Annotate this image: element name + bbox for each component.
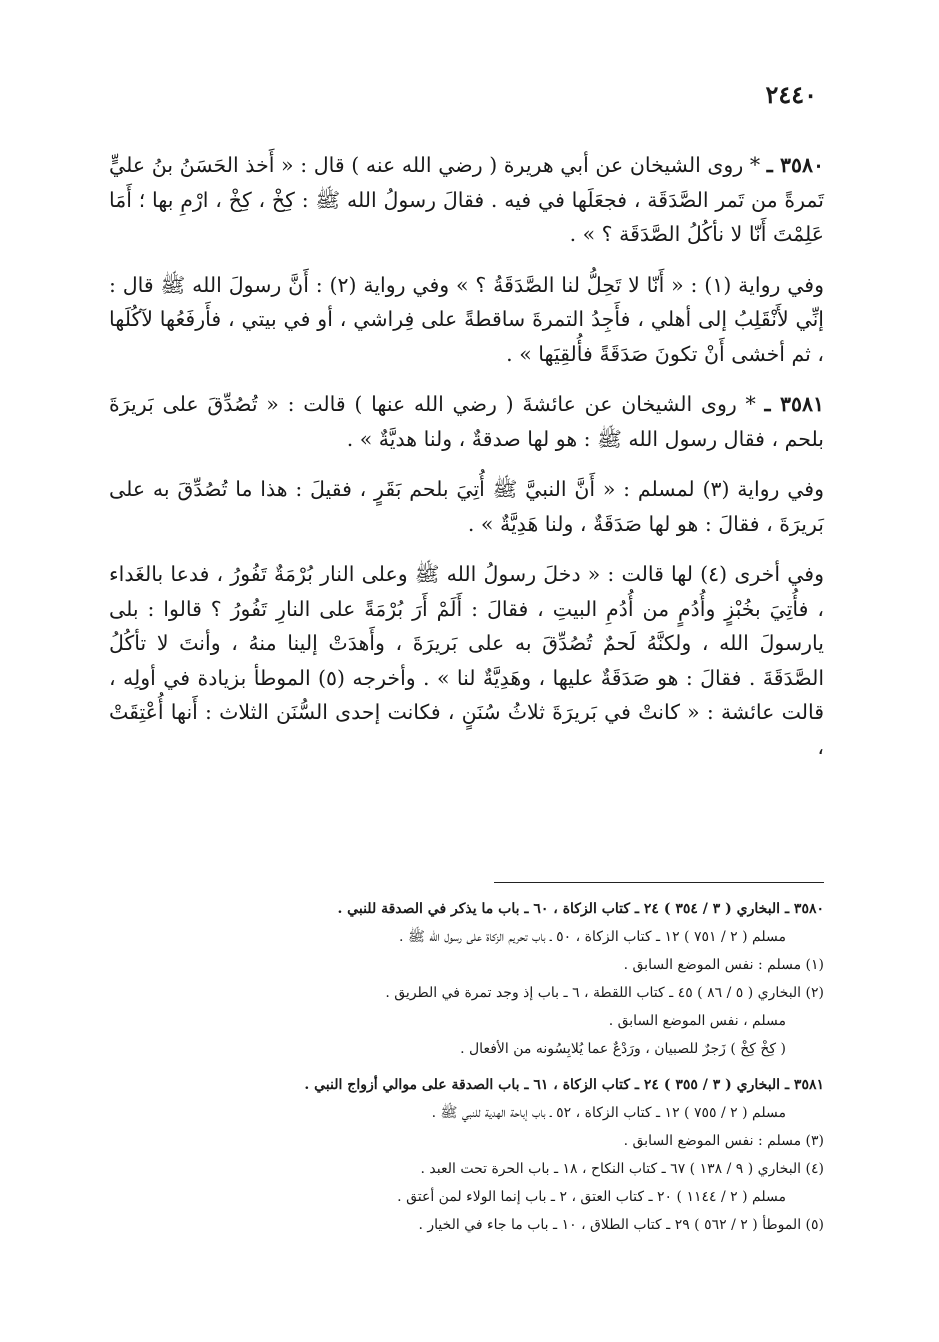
paragraph-hadith-3580 bbox=[109, 148, 824, 252]
footnote-line: (٢) البخاري ( ٥ / ٨٦ ) ٤٥ ـ كتاب اللقطة ، ٦ ـ باب إذ وجد تمرة في الطريق . bbox=[385, 985, 824, 1001]
page-number: ٢٤٤٠ bbox=[765, 80, 817, 109]
paragraph-other-narration bbox=[109, 557, 824, 764]
footnote-line: (١) مسلم : نفس الموضع السابق . bbox=[623, 957, 824, 973]
paragraph-hadith-3581 bbox=[109, 387, 824, 456]
footnote-line: مسلم ( ٢ / ٧٥١ ) ١٢ ـ كتاب الزكاة ، ٥٠ ـ باب تحريم الزكاة على رسول الله ﷺ . bbox=[399, 929, 786, 945]
footnote-line: مسلم ، نفس الموضع السابق . bbox=[608, 1013, 786, 1029]
footnote-line: ٣٥٨١ ـ البخاري ( ٣ / ٣٥٥ ) ٢٤ ـ كتاب الزكاة ، ٦١ ـ باب الصدقة على موالي أزواج النبي . bbox=[304, 1077, 824, 1093]
footnotes bbox=[109, 895, 824, 1239]
hadith-number: ٣٥٨٠ ـ bbox=[766, 153, 824, 177]
main-text bbox=[109, 148, 824, 774]
footnote-line: مسلم ( ٢ / ١١٤٤ ) ٢٠ ـ كتاب العتق ، ٢ ـ باب إنما الولاء لمن أعتق . bbox=[397, 1189, 786, 1205]
footnote-line: (٥) الموطأ ( ٢ / ٥٦٢ ) ٢٩ ـ كتاب الطلاق ، ١٠ ـ باب ما جاء في الخيار . bbox=[418, 1217, 824, 1233]
hadith-number: ٣٥٨١ ـ bbox=[764, 392, 824, 416]
paragraph-text: * روى الشيخان عن عائشةَ ( رضي الله عنها ) قالت : « تُصُدِّقَ على بَريرَةَ بلحم ، فقال رسول الله ﷺ : هو لها صدقةٌ ، ولنا هديَّةٌ » . bbox=[109, 392, 824, 451]
footnote-line: ( كِخْ كِخْ ) زَجرٌ للصبيان ، ورَدْعٌ عما يُلابِسُونه من الأفعال . bbox=[460, 1041, 786, 1057]
paragraph-text: * روى الشيخان عن أبي هريرة ( رضي الله عنه ) قال : « أَخذ الحَسَنُ بنُ عليٍّ تَمرةً من تَمر الصَّدَقَة ، فجعَلَها في فيه . فقالَ رسولُ الله ﷺ : كِخْ ، كِخْ ، ارْمِ بها ؛ أَمَا عَلِمْتَ أَنّا لا نأكُلُ الصَّدَقَة ؟ » . bbox=[109, 153, 824, 246]
paragraph-muslim-narration bbox=[109, 472, 824, 541]
paragraph-text: وفي رواية (١) : « أَنّا لا تَحِلُّ لنا الصَّدَقَةُ ؟ » وفي رواية (٢) : أَنَّ رسولَ الله ﷺ قال : إنِّي لأَنْقَلِبُ إلى أهلي ، فأَجِدُ التمرةَ ساقطةً على فِراشي ، أو في بيتي ، فأَرفَعُها لآكُلَها ، ثم أخشى أَنْ تكونَ صَدَقَةً فأُلقِيَها » . bbox=[109, 272, 825, 366]
footnote-line: (٤) البخاري ( ٩ / ١٣٨ ) ٦٧ ـ كتاب النكاح ، ١٨ ـ باب الحرة تحت العبد . bbox=[420, 1161, 824, 1177]
footnote-divider bbox=[494, 882, 824, 883]
paragraph-variant-narration bbox=[109, 268, 824, 372]
paragraph-text: وفي رواية (٣) لمسلم : « أَنَّ النبيَّ ﷺ أُتِيَ بلحم بَقَرٍ ، فقيلَ : هذا ما تُصُدِّقَ به على بَريرَةَ ، فقالَ : هو لها صَدَقَةٌ ، ولنا هَدِيَّةٌ » . bbox=[109, 477, 824, 536]
footnote-line: ٣٥٨٠ ـ البخاري ( ٣ / ٣٥٤ ) ٢٤ ـ كتاب الزكاة ، ٦٠ ـ باب ما يذكر في الصدقة للنبي . bbox=[337, 901, 824, 917]
footnote-line: مسلم ( ٢ / ٧٥٥ ) ١٢ ـ كتاب الزكاة ، ٥٢ ـ باب إباحة الهدية للنبي ﷺ . bbox=[431, 1105, 786, 1121]
paragraph-text: وفي أخرى (٤) لها قالت : « دخلَ رسولُ الله ﷺ وعلى النار بُرْمَةٌ تَفُورُ ، فدعا بالغَداء ، فأُتِيَ بخُبْزٍ وأُدُمٍ من أُدُمِ البيتِ ، فقالَ : أَلَمْ أَرَ بُرْمَةً على النارِ تَفُورُ ؟ قالوا : بلى يارسولَ الله ، ولكنَّهُ لَحمٌ تُصُدِّقَ به على بَريرَةَ ، وأَهدَتْ إلينا منهُ ، وأنتَ لا تأكُلُ الصَّدَقَةَ . فقالَ : هو صَدَقَةٌ عليها ، وهَدِيَّةٌ لنا » . وأخرجه (٥) الموطأ بزيادة في أولِه ، قالت عائشة : « كانتْ في بَريرَةَ ثلاثُ سُنَنٍ ، فكانت إحدى السُّنَن الثلاث : أَنها أُعْتِقَتْ ، bbox=[109, 562, 825, 759]
footnote-line: (٣) مسلم : نفس الموضع السابق . bbox=[623, 1133, 824, 1149]
